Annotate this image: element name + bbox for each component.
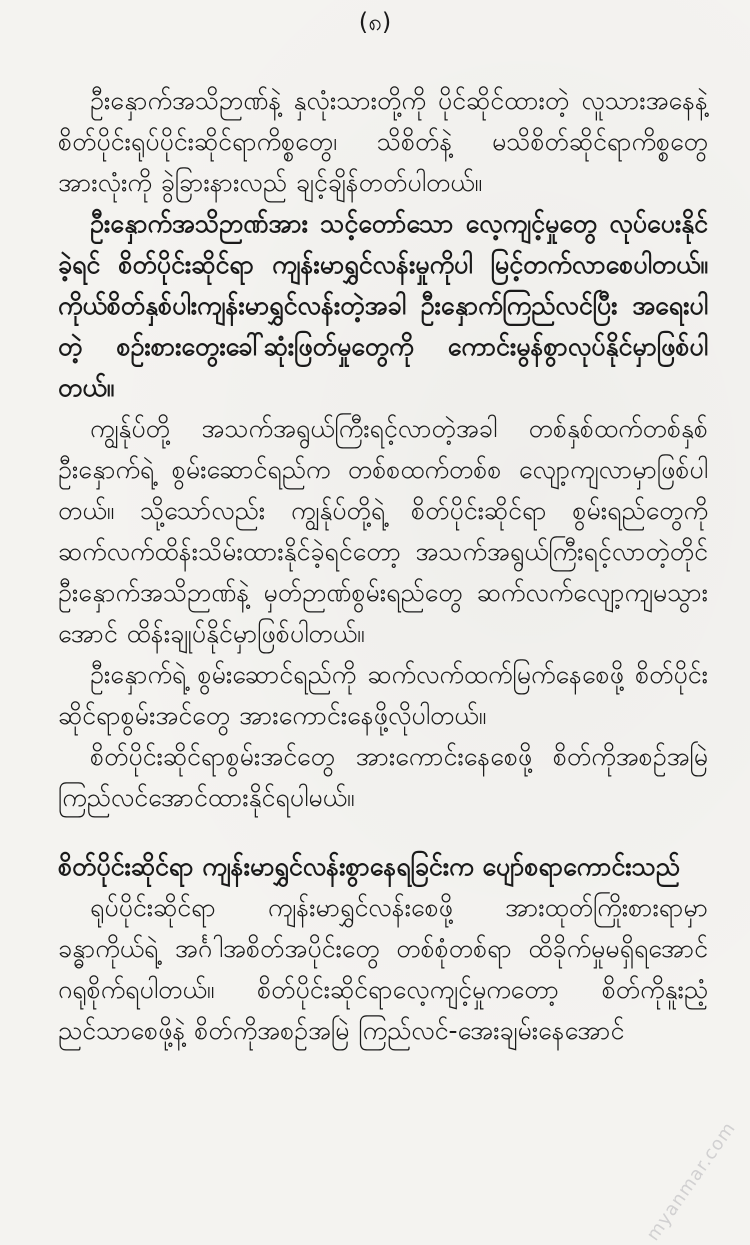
section-heading: စိတ်ပိုင်းဆိုင်ရာ ကျန်းမာရွှင်လန်းစွာနေရခြင်းက ပျော်စရာကောင်းသည် bbox=[58, 852, 680, 881]
section-paragraph-1: ရုပ်ပိုင်းဆိုင်ရာ ကျန်းမာရွှင်လန်းစေဖို့ အားထုတ်ကြိုးစားရာမှာ ခန္ဓာကိုယ်ရဲ့ အင်္ဂါအစိတ်အပိုင်းတွေ တစ်စုံတစ်ရာ ထိခိုက်မှုမရှိရအောင် ဂရုစိုက်ရပါတယ်။ စိတ်ပိုင်းဆိုင်ရာလေ့ကျင့်မှုကတော့ စိတ်ကိုနူးညံ့ညင်သာစေဖို့နဲ့ စိတ်ကိုအစဉ်အမြဲ ကြည်လင်-အေးချမ်းနေအောင် bbox=[58, 893, 708, 1045]
watermark: myanmar.com bbox=[642, 1117, 740, 1245]
paragraph-1: ဦးနှောက်အသိဉာဏ်နဲ့ နှလုံးသားတို့ကို ပိုင်ဆိုင်ထားတဲ့ လူသားအနေနဲ့ စိတ်ပိုင်းရုပ်ပိုင်းဆိုင်ရာကိစ္စတွေ၊ သိစိတ်နဲ့ မသိစိတ်ဆိုင်ရာကိစ္စတွေအားလုံးကို ခွဲခြားနားလည် ချင့်ချိန်တတ်ပါတယ်။ bbox=[58, 86, 708, 197]
paragraph-3: ကျွန်ုပ်တို့ အသက်အရွယ်ကြီးရင့်လာတဲ့အခါ တစ်နှစ်ထက်တစ်နှစ် ဦးနှောက်ရဲ့ စွမ်းဆောင်ရည်က တစ်စထက်တစ်စ လျော့ကျလာမှာဖြစ်ပါတယ်။ သို့သော်လည်း ကျွန်ုပ်တို့ရဲ့ စိတ်ပိုင်းဆိုင်ရာ စွမ်းရည်တွေကို ဆက်လက်ထိန်းသိမ်းထားနိုင်ခဲ့ရင်တော့ အသက်အရွယ်ကြီးရင့်လာတဲ့တိုင် ဦးနှောက်အသိဉာဏ်နဲ့ မှတ်ဉာဏ်စွမ်းရည်တွေ ဆက်လက်လျော့ကျမသွားအောင် ထိန်းချုပ်နိုင်မှာဖြစ်ပါတယ်။ bbox=[58, 414, 708, 648]
page-body bbox=[58, 80, 708, 1051]
paragraph-5: စိတ်ပိုင်းဆိုင်ရာစွမ်းအင်တွေ အားကောင်းနေစေဖို့ စိတ်ကိုအစဉ်အမြဲကြည်လင်အောင်ထားနိုင်ရပါမယ်။ bbox=[58, 742, 708, 812]
page-number: (၈) bbox=[358, 8, 392, 36]
paragraph-2-bold: ဦးနှောက်အသိဉာဏ်အား သင့်တော်သော လေ့ကျင့်မှုတွေ လုပ်ပေးနိုင်ခဲ့ရင် စိတ်ပိုင်းဆိုင်ရာ ကျန်းမာရွှင်လန်းမှုကိုပါ မြင့်တက်လာစေပါတယ်။ ကိုယ်စိတ်နှစ်ပါးကျန်းမာရွှင်လန်းတဲ့အခါ ဦးနှောက်ကြည်လင်ပြီး အရေးပါတဲ့ စဉ်းစားတွေးခေါ်ဆုံးဖြတ်မှုတွေကို ကောင်းမွန်စွာလုပ်နိုင်မှာဖြစ်ပါတယ်။ bbox=[58, 209, 708, 402]
paragraph-4: ဦးနှောက်ရဲ့ စွမ်းဆောင်ရည်ကို ဆက်လက်ထက်မြက်နေစေဖို့ စိတ်ပိုင်းဆိုင်ရာစွမ်းအင်တွေ အားကောင်းနေဖို့လိုပါတယ်။ bbox=[58, 660, 708, 730]
